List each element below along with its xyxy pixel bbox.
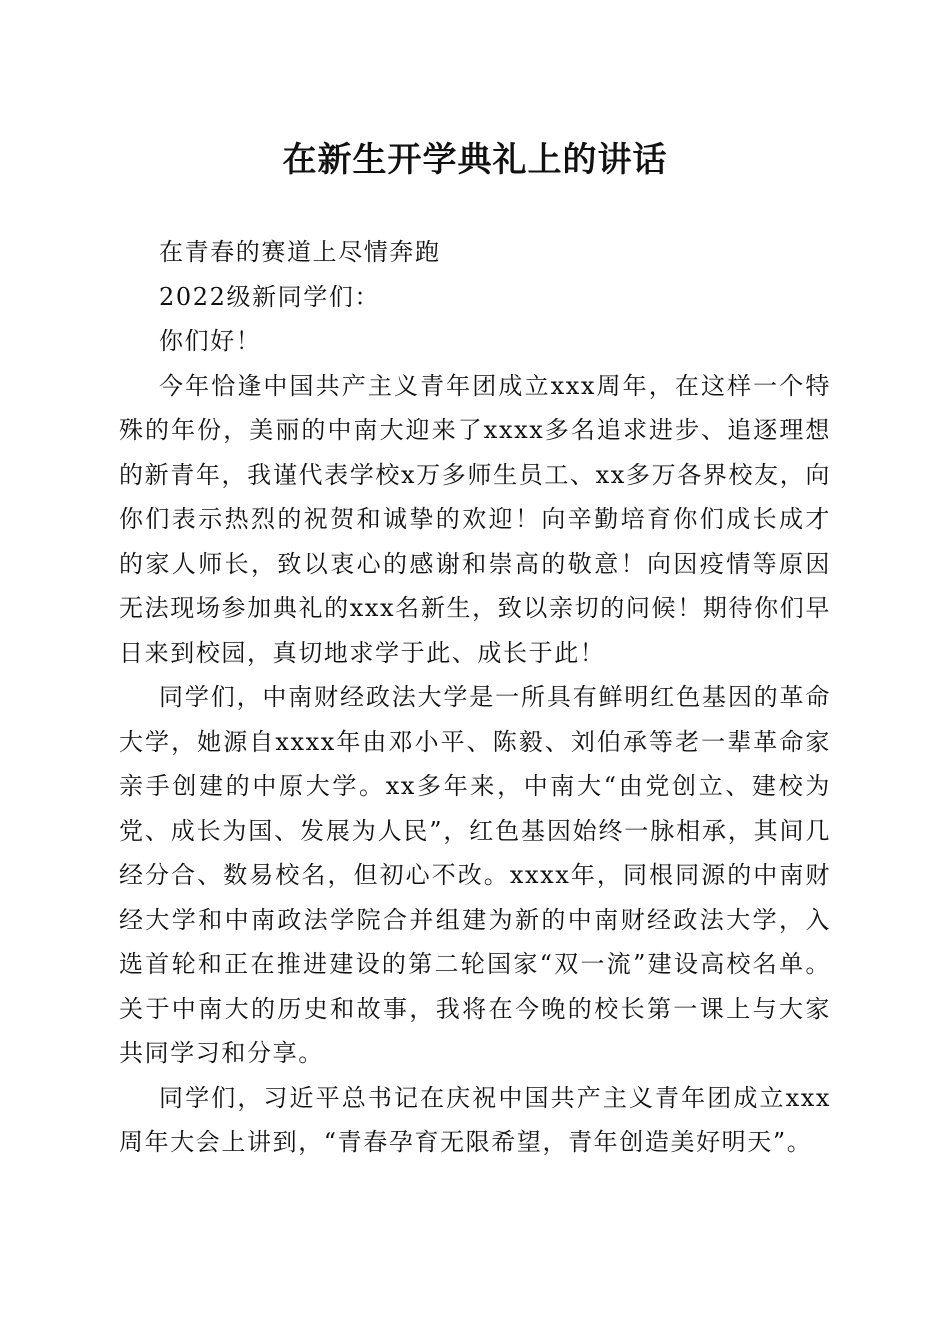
body-paragraph: 同学们，习近平总书记在庆祝中国共产主义青年团成立xxx周年大会上讲到，“青春孕育无限希望，青年创造美好明天”。 <box>119 1083 831 1156</box>
document-body <box>119 230 831 1165</box>
document-title: 在新生开学典礼上的讲话 <box>282 140 668 180</box>
subtitle-paragraph: 在青春的赛道上尽情奔跑 <box>159 238 441 266</box>
body-paragraph: 同学们，中南财经政法大学是一所具有鲜明红色基因的革命大学，她源自xxxx年由邓小平、陈毅、刘伯承等老一辈革命家亲手创建的中原大学。xx多年来，中南大“由党创立、建校为党、成长为国、发展为人民”，红色基因始终一脉相承，其间几经分合、数易校名，但初心不改。xxxx年，同根同源的中南财经大学和中南政法学院合并组建为新的中南财经政法大学，入选首轮和正在推进建设的第二轮国家“双一流”建设高校名单。关于中南大的历史和故事，我将在今晚的校长第一课上与大家共同学习和分享。 <box>119 683 831 1067</box>
greeting-paragraph: 你们好！ <box>159 327 262 355</box>
body-paragraph: 今年恰逢中国共产主义青年团成立xxx周年，在这样一个特殊的年份，美丽的中南大迎来了xxxx多名追求进步、追逐理想的新青年，我谨代表学校x万多师生员工、xx多万各界校友，向你们表示热烈的祝贺和诚挚的欢迎！向辛勤培育你们成长成才的家人师长，致以衷心的感谢和崇高的敬意！向因疫情等原因无法现场参加典礼的xxx名新生，致以亲切的问候！期待你们早日来到校园，真切地求学于此、成长于此！ <box>119 371 831 667</box>
salutation-paragraph: 2022级新同学们： <box>159 282 381 311</box>
